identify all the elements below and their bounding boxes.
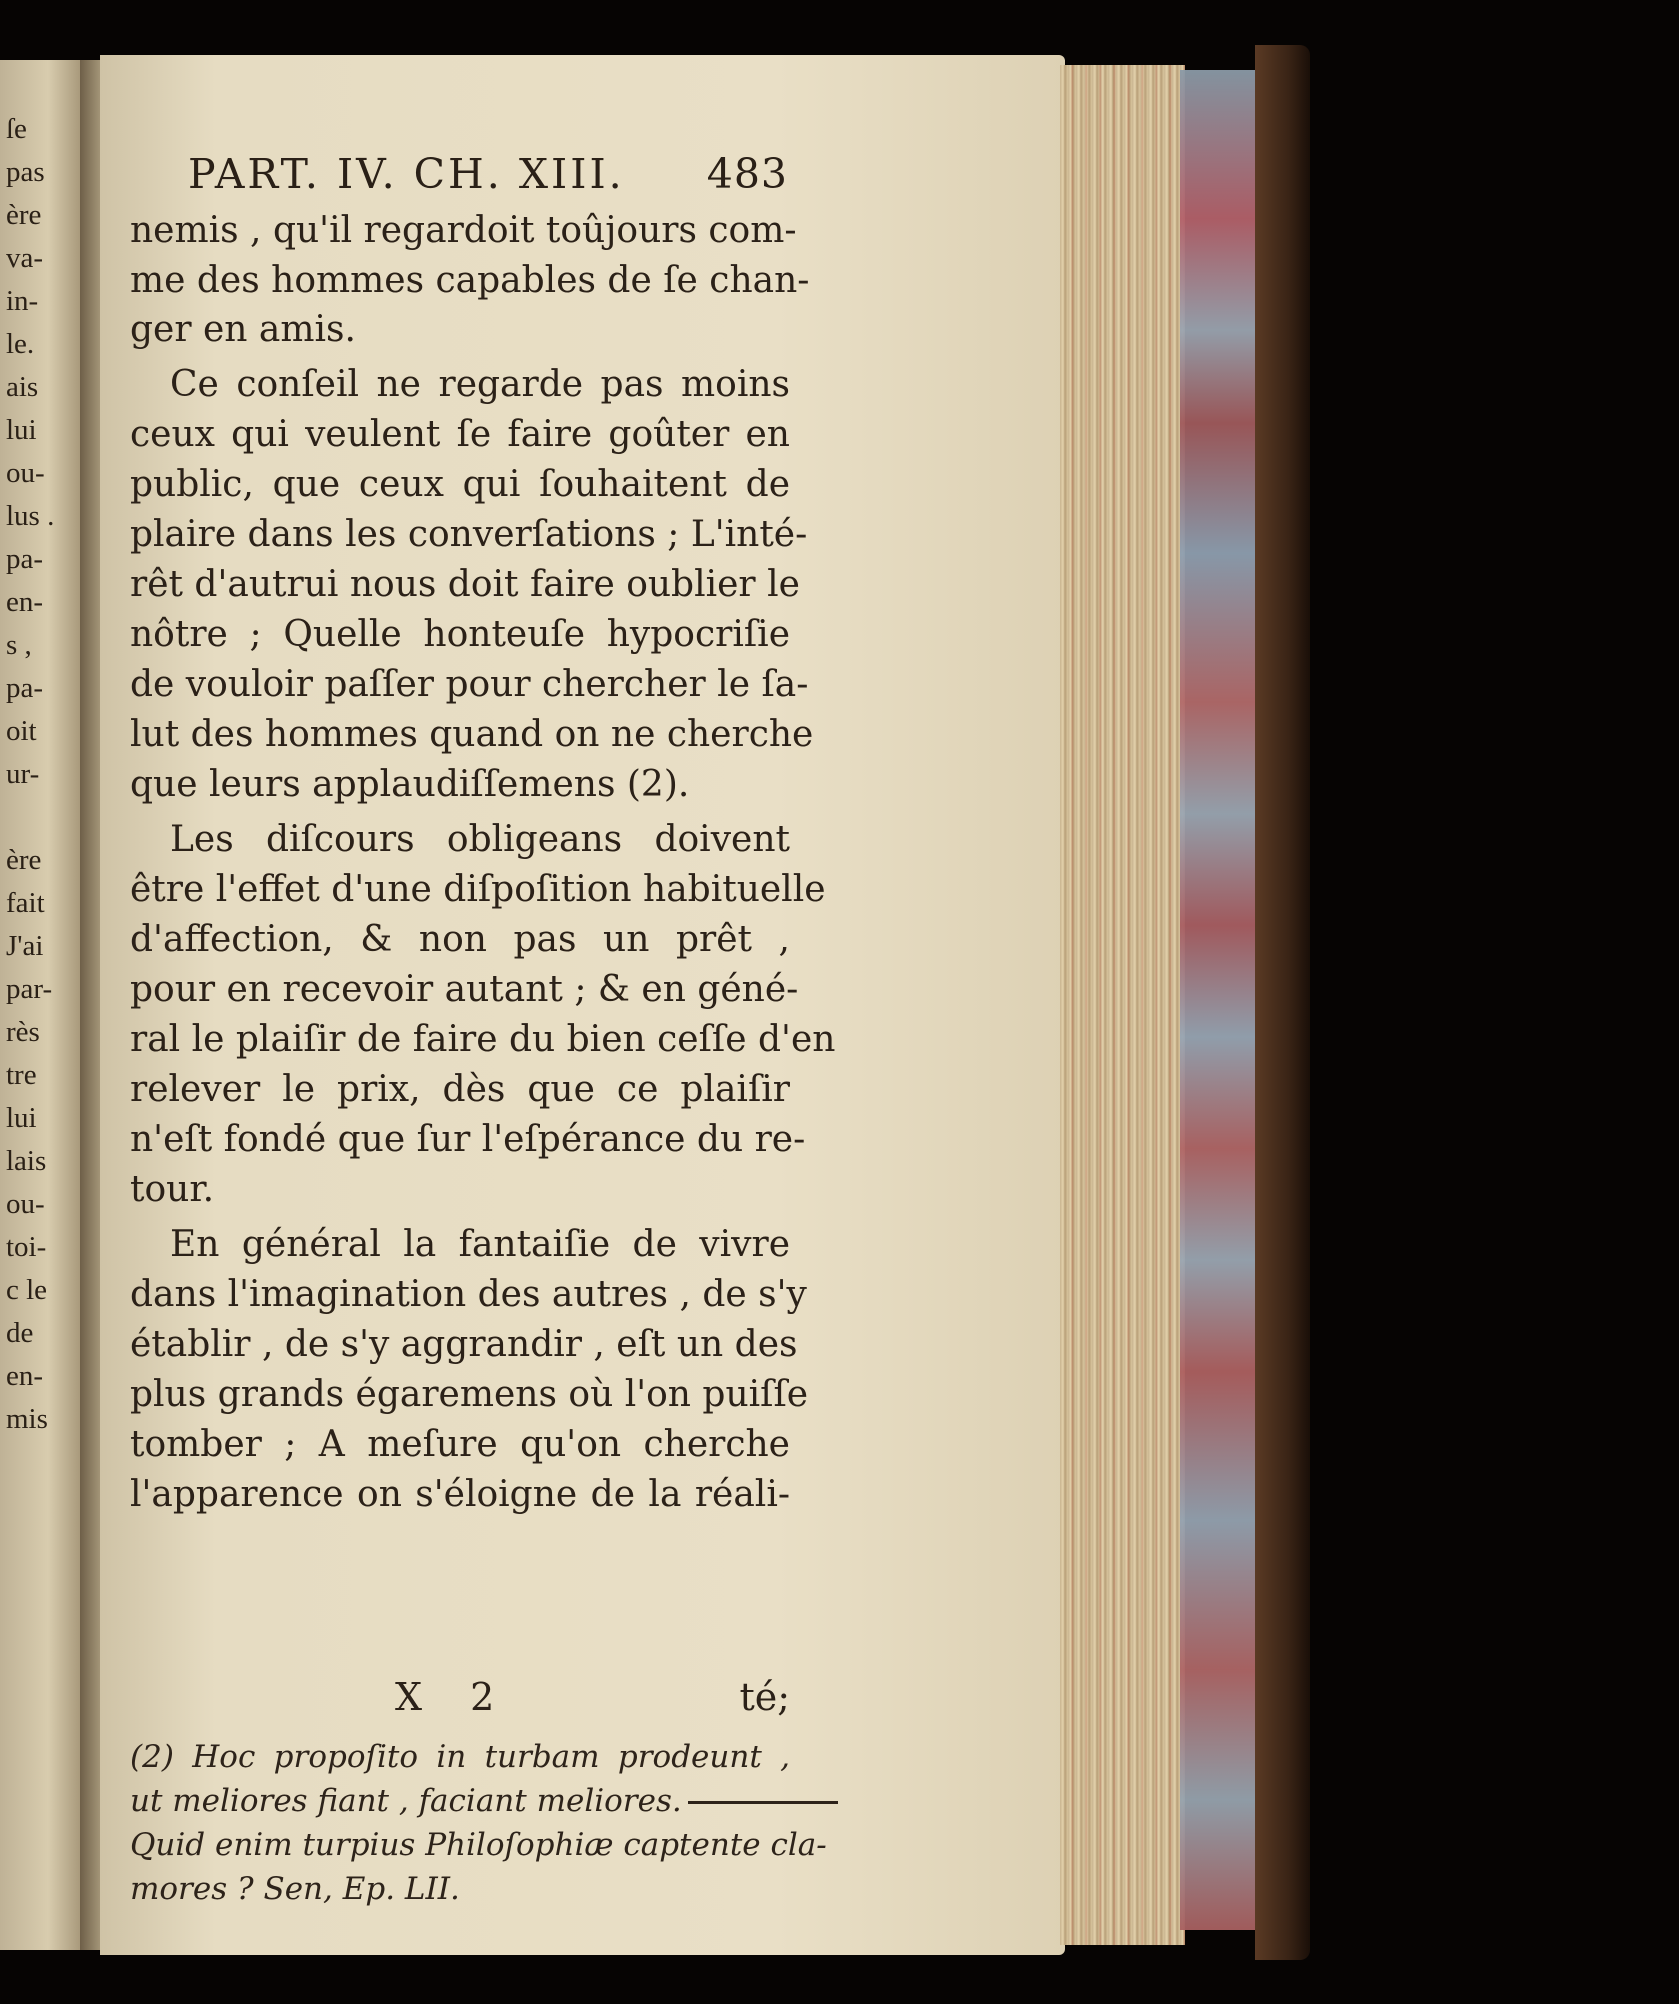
marbled-fore-edge <box>1180 70 1260 1930</box>
signature-mark: X 2 <box>395 1675 513 1719</box>
footnote-line: Quid enim turpius Philoſophiæ captente cla- <box>130 1827 827 1863</box>
text-line: Les diſcours obligeans doivent <box>170 819 790 860</box>
text-line: d'affection, & non pas un prêt , <box>130 919 790 960</box>
text-line: l'apparence on s'éloigne de la réali- <box>130 1474 790 1515</box>
text-line: relever le prix, dès que ce plaiſir <box>130 1069 790 1110</box>
text-line: lut des hommes quand on ne cherche <box>130 714 814 755</box>
running-head-title: PART. IV. CH. XIII. <box>188 150 625 198</box>
text-line: rêt d'autrui nous doit faire oublier le <box>130 564 800 605</box>
text-line: Ce conſeil ne regarde pas moins <box>170 364 790 405</box>
text-line: ger en amis. <box>130 309 356 350</box>
text-line: ceux qui veulent ſe faire goûter en <box>130 414 790 455</box>
text-line: En général la fantaiſie de vivre <box>170 1224 790 1265</box>
footnote-line: (2) Hoc propoſito in turbam prodeunt , <box>130 1739 790 1775</box>
text-line: nôtre ; Quelle honteuſe hypocriſie <box>130 614 790 655</box>
signature-row <box>130 1675 790 1725</box>
text-line: dans l'imagination des autres , de s'y <box>130 1274 807 1315</box>
text-line: que leurs applaudiſſemens (2). <box>130 764 690 805</box>
text-line: tour. <box>130 1169 215 1210</box>
catchword: té; <box>739 1675 790 1719</box>
running-head <box>188 150 788 200</box>
book-gutter <box>80 60 102 1950</box>
left-page-fragments: ſe pas ère va- in- le. ais lui ou- lus . pa- en- s , pa- oit ur- ère fait J'ai par- rès tre lui lais ou- toi- c le de en- mis <box>6 113 55 1435</box>
text-line: de vouloir paſſer pour chercher le ſa- <box>130 664 809 705</box>
text-line: établir , de s'y aggrandir , eſt un des <box>130 1324 798 1365</box>
text-line: public, que ceux qui ſouhaitent de <box>130 464 790 505</box>
text-line: plus grands égaremens où l'on puiſſe <box>130 1374 809 1415</box>
footnote-line: mores ? Sen, Ep. LII. <box>130 1871 460 1907</box>
footnote-line <box>130 1779 790 1823</box>
page-edges <box>1060 65 1185 1945</box>
text-line: nemis , qu'il regardoit toûjours com- <box>130 210 797 251</box>
text-line: n'eſt fondé que ſur l'eſpérance du re- <box>130 1119 806 1160</box>
text-line: être l'effet d'une diſpoſition habituelle <box>130 869 826 910</box>
text-line: ral le plaiſir de faire du bien ceſſe d'en <box>130 1019 836 1060</box>
text-line: tomber ; A meſure qu'on cherche <box>130 1424 790 1465</box>
book-cover <box>1255 45 1310 1960</box>
text-line: me des hommes capables de ſe chan- <box>130 260 810 301</box>
text-line: pour en recevoir autant ; & en géné- <box>130 969 799 1010</box>
left-page-edge <box>0 60 80 1950</box>
footnote-line-text: ut meliores fiant , faciant meliores. <box>130 1783 682 1819</box>
page-number: 483 <box>706 150 788 198</box>
footnote-rule <box>688 1801 838 1804</box>
text-line: plaire dans les converſations ; L'inté- <box>130 514 808 555</box>
